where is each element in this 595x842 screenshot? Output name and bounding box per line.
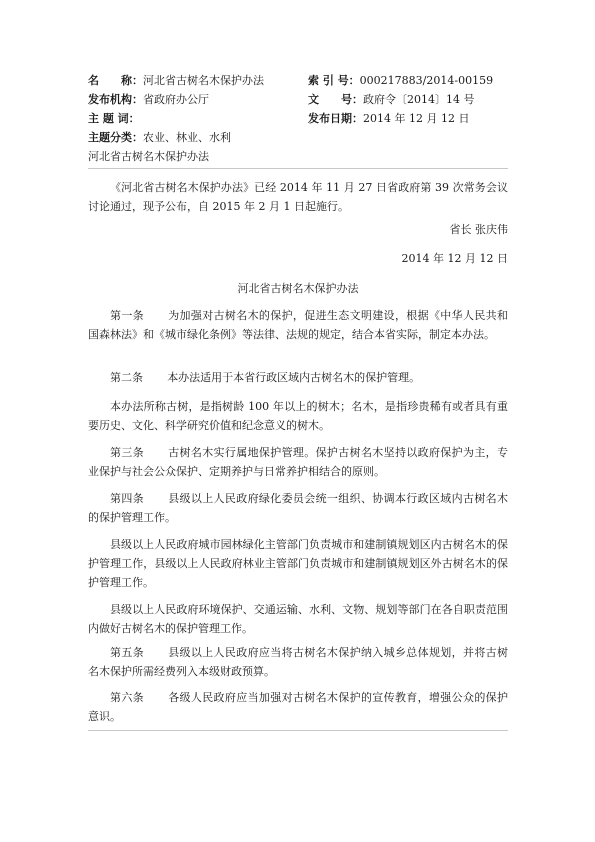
article-2	[88, 368, 508, 387]
article-2-paragraph-2-text: 本办法所称古树，是指树龄 100 年以上的树木；名木，是指珍贵稀有或者具有重要历史、文化、科学研究价值和纪念意义的树木。	[88, 400, 508, 432]
meta-category-field	[88, 128, 231, 147]
meta-publish-date-label: 发布日期：	[308, 112, 363, 125]
article-6	[88, 688, 508, 726]
meta-row-4	[88, 128, 508, 147]
article-3	[88, 443, 508, 481]
article-4-paragraph-2	[88, 535, 508, 592]
article-6-text: 各级人民政府应当加强对古树名木保护的宣传教育，增强公众的保护意识。	[88, 691, 508, 723]
meta-keywords-field	[88, 109, 140, 128]
article-1-text: 为加强对古树名木的保护，促进生态文明建设，根据《中华人民共和国森林法》和《城市绿化条例》等法律、法规的规定，结合本省实际，制定本办法。	[88, 309, 508, 341]
meta-index-field	[308, 71, 493, 90]
article-4-paragraph-3	[88, 600, 508, 638]
article-1-label: 第一条	[110, 309, 145, 322]
document-metadata	[88, 71, 508, 147]
meta-publisher-value: 省政府办公厅	[143, 93, 209, 106]
article-5-text: 县级以上人民政府应当将古树名木保护纳入城乡总体规划，并将古树名木保护所需经费列入本级财政预算。	[88, 646, 508, 678]
signer: 省长 张庆伟	[449, 223, 508, 236]
meta-category-value: 农业、林业、水利	[143, 131, 231, 144]
article-4-text: 县级以上人民政府绿化委员会统一组织、协调本行政区域内古树名木的保护管理工作。	[88, 492, 508, 524]
article-1	[88, 306, 508, 344]
article-4-label: 第四条	[110, 492, 145, 505]
article-4	[88, 489, 508, 527]
meta-row-3	[88, 109, 508, 128]
meta-doc-number-label: 文 号：	[308, 93, 363, 106]
promulgation-notice: 《河北省古树名木保护办法》已经 2014 年 11 月 27 日省政府第 39 次常务会议讨论通过，现予公布，自 2015 年 2 月 1 日起施行。	[88, 181, 508, 213]
article-5	[88, 643, 508, 681]
article-4-paragraph-3-text: 县级以上人民政府环境保护、交通运输、水利、文物、规划等部门在各自职责范围内做好古树名木的保护管理工作。	[88, 603, 508, 635]
meta-publisher-field	[88, 90, 209, 109]
meta-index-label: 索 引 号：	[308, 74, 360, 87]
article-3-label: 第三条	[110, 446, 145, 459]
regulation-title: 河北省古树名木保护办法	[237, 282, 359, 295]
article-2-text: 本办法适用于本省行政区域内古树名木的保护管理。	[167, 371, 421, 384]
meta-name-label: 名 称：	[88, 74, 143, 87]
document-heading: 河北省古树名木保护办法	[88, 150, 209, 163]
signing-date: 2014 年 12 月 12 日	[401, 252, 508, 265]
article-3-text: 古树名木实行属地保护管理。保护古树名木坚持以政府保护为主，专业保护与社会公众保护、定期养护与日常养护相结合的原则。	[88, 446, 508, 478]
meta-row-2	[88, 90, 508, 109]
article-2-paragraph-2	[88, 397, 508, 435]
meta-doc-number-field	[308, 90, 475, 109]
meta-row-1	[88, 71, 508, 90]
meta-publish-date-value: 2014 年 12 月 12 日	[363, 112, 470, 125]
top-divider	[88, 168, 508, 169]
article-4-paragraph-2-text: 县级以上人民政府城市园林绿化主管部门负责城市和建制镇规划区内古树名木的保护管理工作，县级以上人民政府林业主管部门负责城市和建制镇规划区外古树名木的保护管理工作。	[88, 538, 508, 589]
article-5-label: 第五条	[110, 646, 145, 659]
bottom-divider	[88, 730, 508, 731]
meta-name-field	[88, 71, 264, 90]
meta-publisher-label: 发布机构：	[88, 93, 143, 106]
meta-name-value: 河北省古树名木保护办法	[143, 74, 264, 87]
meta-index-value: 000217883/2014-00159	[359, 74, 494, 87]
meta-category-label: 主题分类：	[88, 131, 143, 144]
meta-doc-number-value: 政府令〔2014〕14 号	[363, 93, 475, 106]
article-6-label: 第六条	[110, 691, 145, 704]
meta-keywords-label: 主 题 词：	[88, 112, 140, 125]
article-2-label: 第二条	[110, 371, 143, 384]
meta-publish-date-field	[308, 109, 469, 128]
